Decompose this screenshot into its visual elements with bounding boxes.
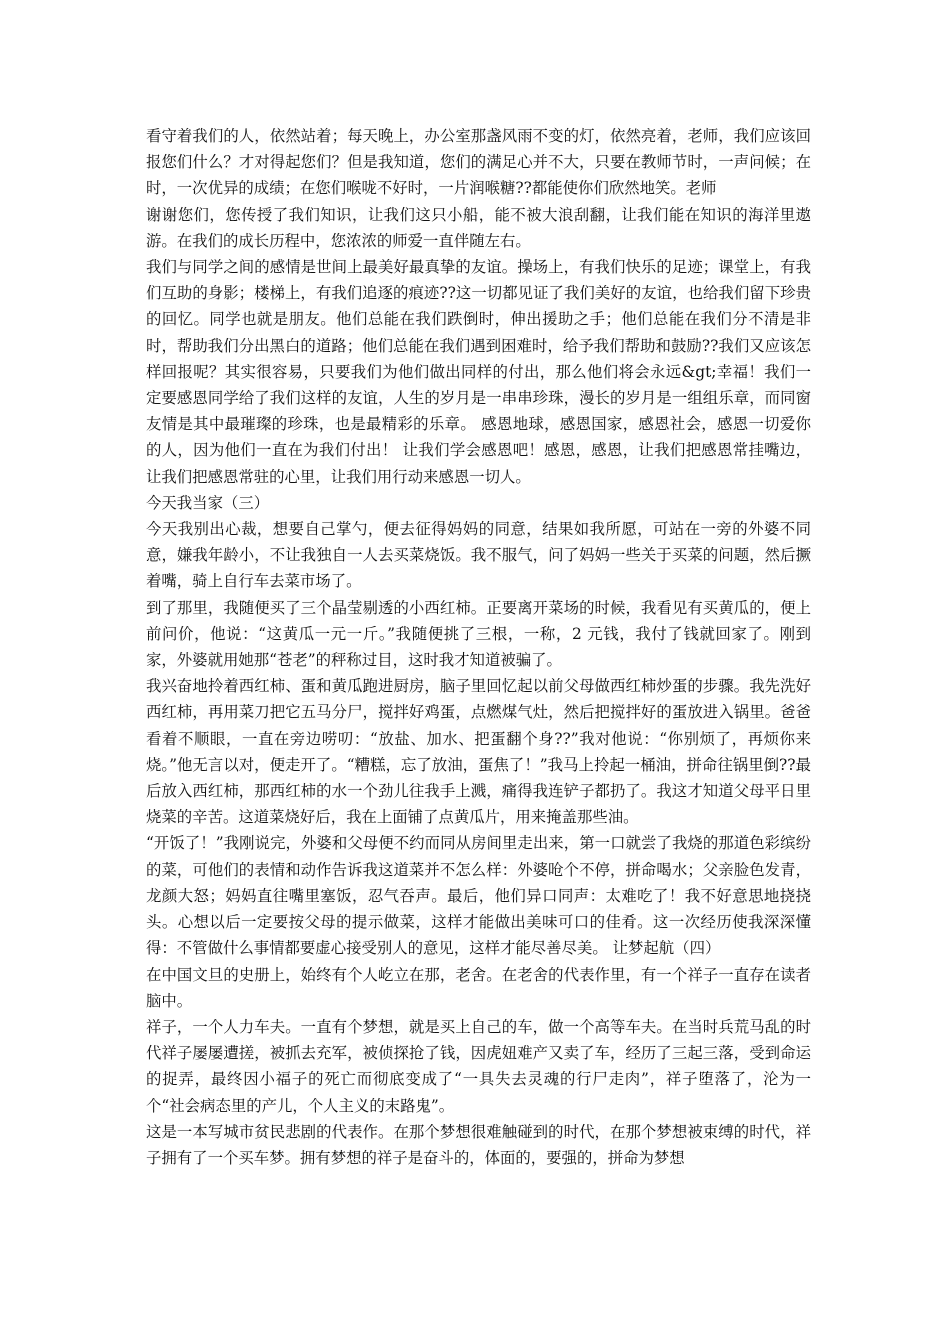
paragraph-thank-teachers: 谢谢您们，您传授了我们知识，让我们这只小船，能不被大浪刮翻，让我们能在知识的海洋里遨游。在我们的成长历程中，您浓浓的师爱一直伴随左右。: [146, 205, 811, 250]
paragraph-teachers-gratitude: 看守着我们的人，依然站着；每天晚上，办公室那盏风雨不变的灯，依然亮着，老师，我们应该回报您们什么？才对得起您们？但是我知道，您们的满足心并不大，只要在教师节时，一声问候；在时，一次优异的成绩；在您们喉咙不好时，一片润喉糖??都能使你们欣然地笑。老师: [146, 127, 811, 198]
paragraph-dinner-reaction: “开饭了！”我刚说完，外婆和父母便不约而同从房间里走出来，第一口就尝了我烧的那道色彩缤纷的菜，可他们的表情和动作告诉我这道菜并不怎么样：外婆呛个不停，拼命喝水；父亲脸色发青，龙颜大怒；妈妈直往嘴里塞饭，忍气吞声。最后，他们异口同声：太难吃了！我不好意思地挠挠头。心想以后一定要按父母的提示做菜，这样才能做出美味可口的佳肴。这一次经历使我深深懂得：不管做什么事情都要虚心接受别人的意见，这样才能尽善尽美。 让梦起航（四）: [146, 834, 811, 958]
paragraph-laoshe-intro: 在中国文旦的史册上，始终有个人屹立在那，老舍。在老舍的代表作里，有一个祥子一直存在读者脑中。: [146, 965, 811, 1010]
paragraph-cooking-permission: 今天我别出心裁，想要自己掌勺，便去征得妈妈的同意，结果如我所愿，可站在一旁的外婆不同意，嫌我年龄小，不让我独自一人去买菜烧饭。我不服气，问了妈妈一些关于买菜的问题，然后撅着嘴，骑上自行车去菜市场了。: [146, 520, 811, 591]
paragraph-xiangzi-story: 祥子，一个人力车夫。一直有个梦想，就是买上自己的车，做一个高等车夫。在当时兵荒马乱的时代祥子屡屡遭搓，被抓去充军，被侦探抢了钱，因虎妞难产又卖了车，经历了三起三落，受到命运的捉弄，最终因小福子的死亡而彻底变成了“一具失去灵魂的行尸走肉”，祥子堕落了，沦为一个“社会病态里的产儿，个人主义的末路鬼”。: [146, 1017, 811, 1115]
paragraph-kitchen-cooking: 我兴奋地拎着西红柿、蛋和黄瓜跑进厨房，脑子里回忆起以前父母做西红柿炒蛋的步骤。我先洗好西红柿，再用菜刀把它五马分尸，搅拌好鸡蛋，点燃煤气灶，然后把搅拌好的蛋放进入锅里。爸爸看着不顺眼，一直在旁边唠叨：“放盐、加水、把蛋翻个身??”我对他说：“你别烦了，再烦你来烧。”他无言以对，便走开了。“糟糕，忘了放油，蛋焦了！”我马上拎起一桶油，拼命往锅里倒??最后放入西红柿，那西红柿的水一个劲儿往我手上溅，痛得我连铲子都扔了。我这才知道父母平日里烧菜的辛苦。这道菜烧好后，我在上面铺了点黄瓜片，用来掩盖那些油。: [146, 677, 811, 827]
document-body: [146, 123, 811, 1171]
paragraph-market-shopping: 到了那里，我随便买了三个晶莹剔透的小西红柿。正要离开菜场的时候，我看见有买黄瓜的，便上前问价，他说：“这黄瓜一元一斤。”我随便挑了三根，一称，2 元钱，我付了钱就回家了。刚到家，外婆就用她那“苍老”的秤称过目，这时我才知道被骗了。: [146, 598, 811, 670]
section-heading-today-i-am-in-charge: 今天我当家（三）: [146, 493, 270, 512]
paragraph-classmates-friendship: 我们与同学之间的感情是世间上最美好最真挚的友谊。操场上，有我们快乐的足迹；课堂上，有我们互助的身影；楼梯上，有我们追逐的痕迹??这一切都见证了我们美好的友谊，也给我们留下珍贵的回忆。同学也就是朋友。他们总能在我们跌倒时，伸出援助之手；他们总能在我们分不清是非时，帮助我们分出黑白的道路；他们总能在我们遇到困难时，给予我们帮助和鼓励??我们又应该怎样回报呢？其实很容易，只要我们为他们做出同样的付出，那么他们将会永远&gt;幸福！我们一定要感恩同学给了我们这样的友谊，人生的岁月是一串串珍珠，漫长的岁月是一组组乐章，而同窗友情是其中最璀璨的珍珠，也是最精彩的乐章。 感恩地球，感恩国家，感恩社会，感恩一切爱你的人，因为他们一直在为我们付出！ 让我们学会感恩吧！感恩，感恩，让我们把感恩常挂嘴边，让我们把感恩常驻的心里，让我们用行动来感恩一切人。: [146, 258, 811, 486]
paragraph-book-review: 这是一本写城市贫民悲剧的代表作。在那个梦想很难触碰到的时代，在那个梦想被束缚的时代，祥子拥有了一个买车梦。拥有梦想的祥子是奋斗的，体面的，要强的，拼命为梦想: [146, 1122, 811, 1167]
